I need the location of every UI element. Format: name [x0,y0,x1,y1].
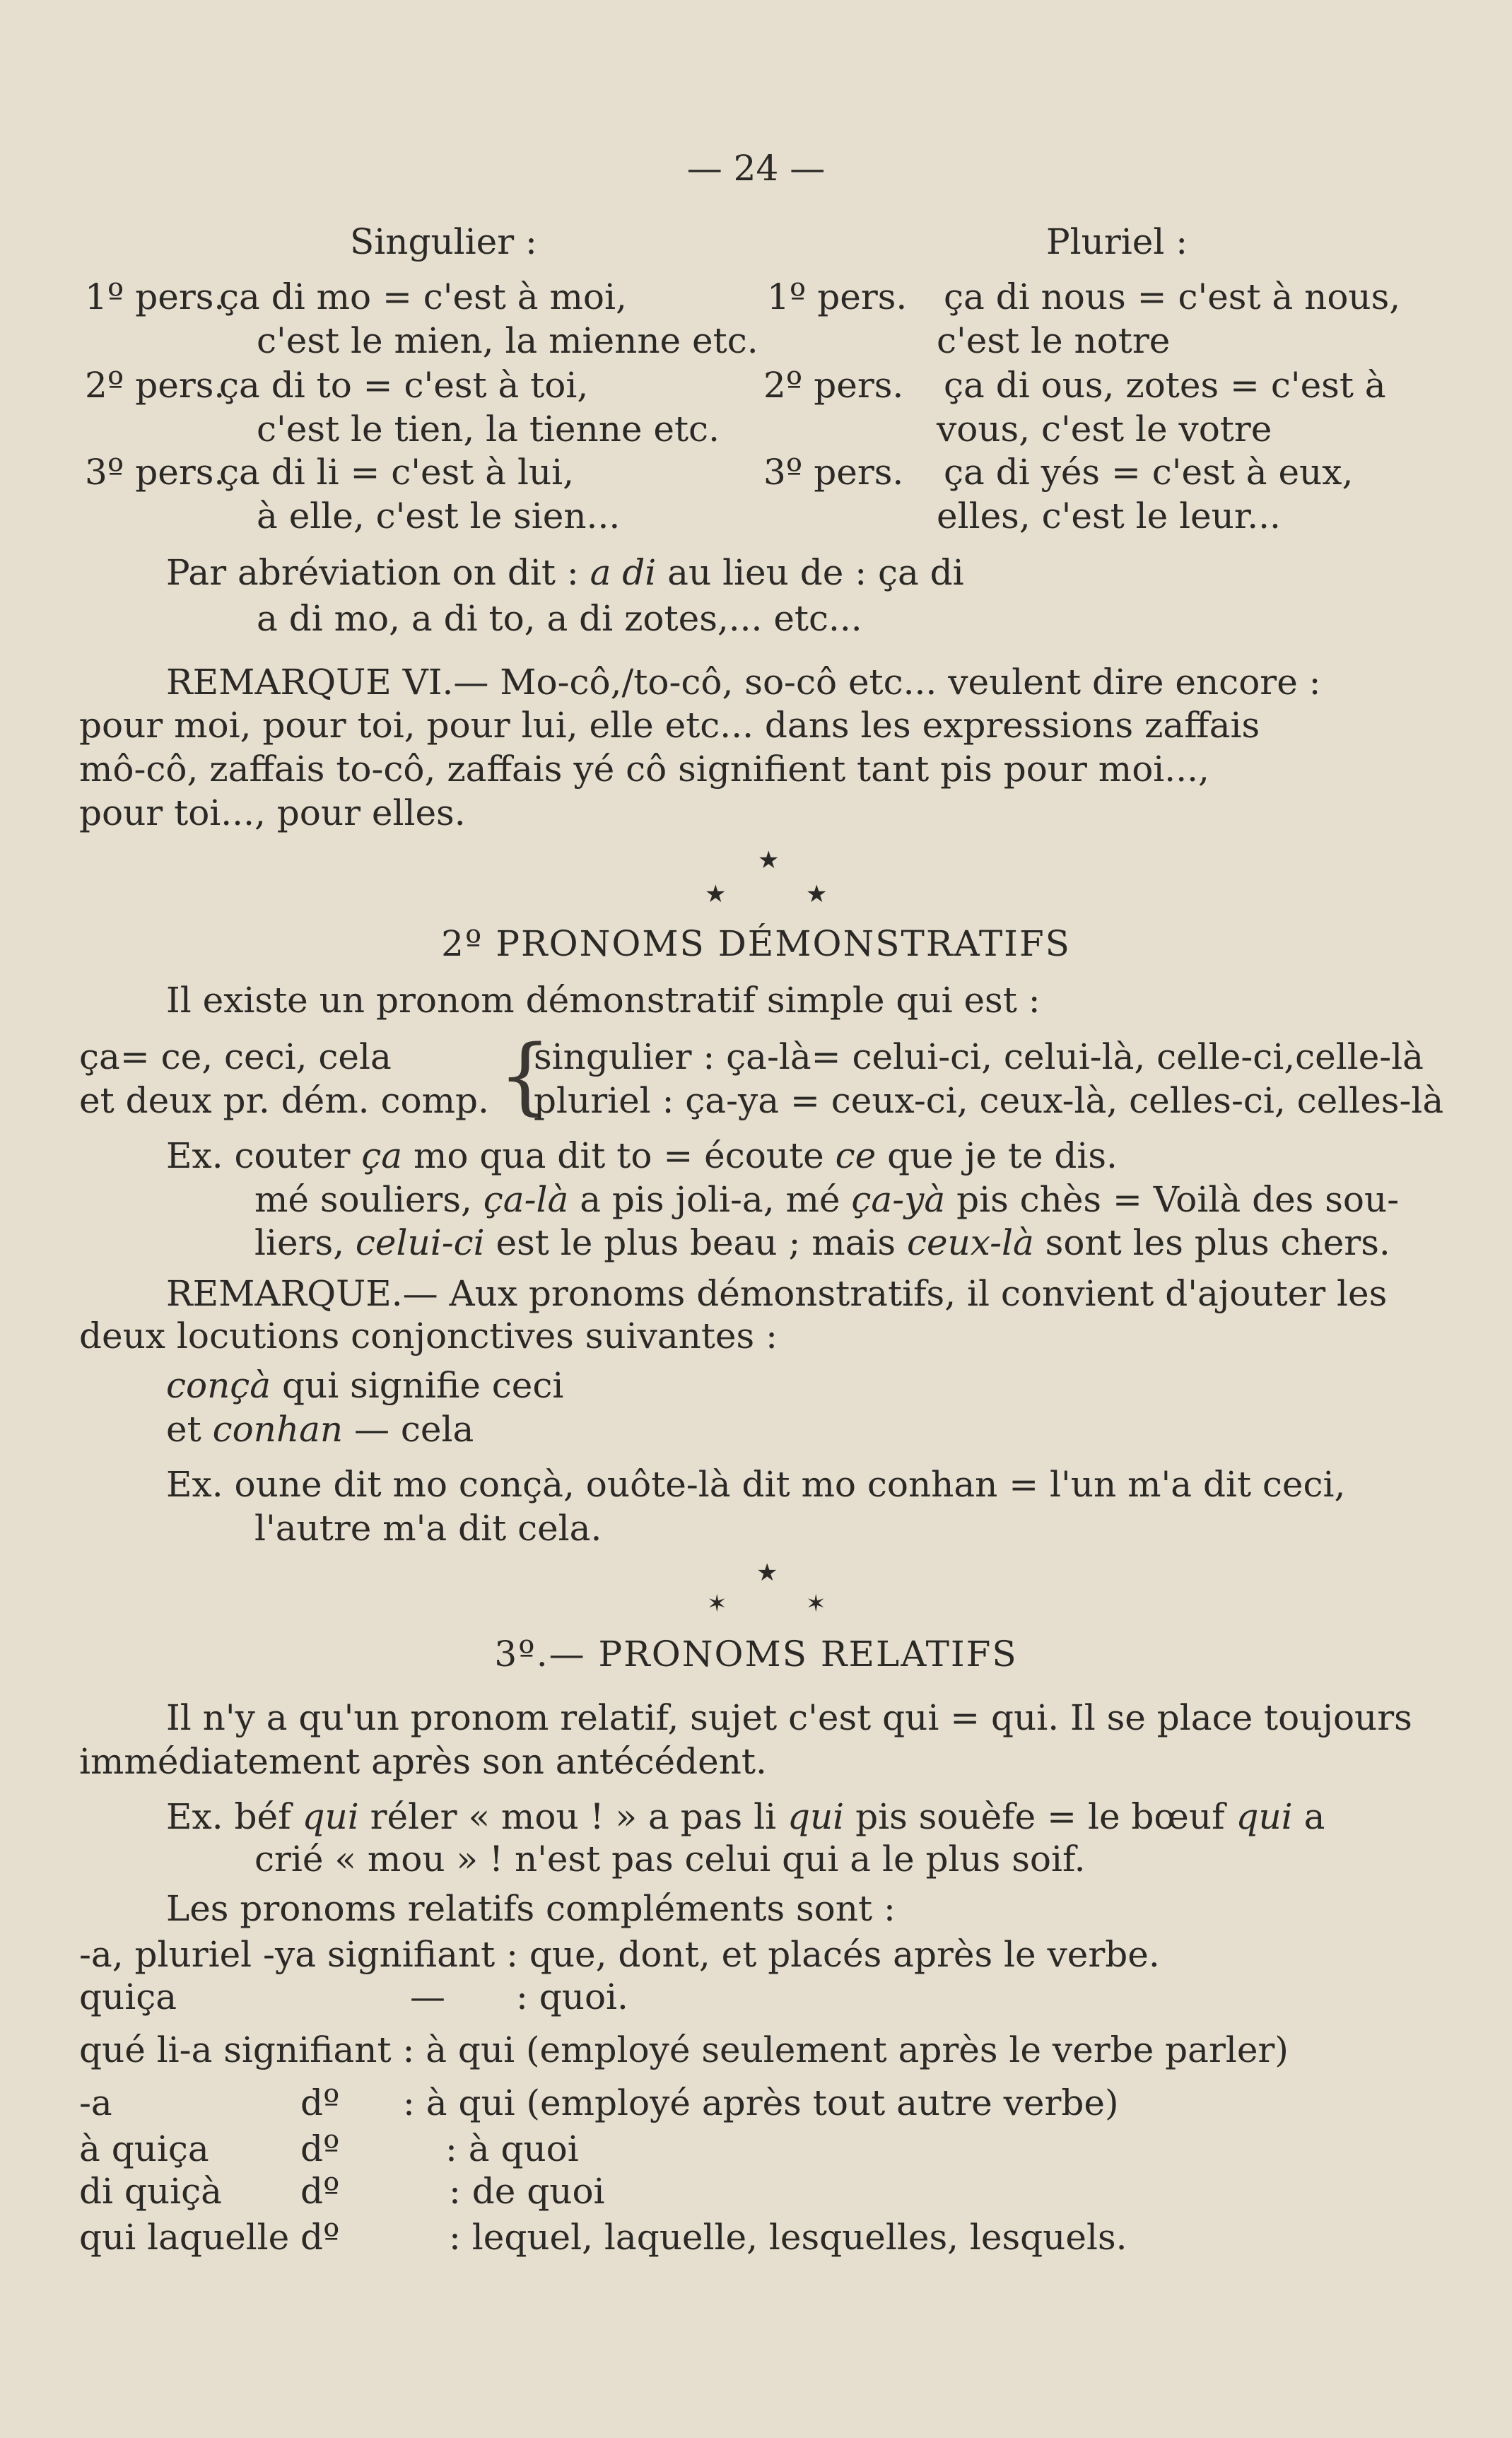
person-label: 1º pers. [85,276,225,317]
plural-text: c'est le notre [937,320,1171,361]
plural-text: ça di yés = c'est à eux, [944,452,1354,493]
relative-term: à quiça [79,2128,209,2169]
section-text: immédiatement après son antécédent. [79,1741,767,1782]
abbrev-line: a di mo, a di to, a di zotes,... etc... [257,598,862,639]
relative-ditto: dº [300,2128,340,2169]
locution-line: conçà qui signifie ceci [166,1365,564,1406]
singular-header: Singulier : [350,221,537,262]
section-text: et deux pr. dém. comp. [79,1080,489,1121]
plural-text: vous, c'est le votre [937,409,1272,450]
remark-line: REMARQUE.— Aux pronoms démonstratifs, il convient d'ajouter les [166,1273,1388,1314]
singular-text: ça di to = c'est à toi, [219,365,589,406]
relative-def: : lequel, laquelle, lesquelles, lesquels. [449,2217,1127,2258]
section-text: singulier : ça-là= celui-ci, celui-là, celle-ci,celle-là [534,1036,1424,1077]
plural-header: Pluriel : [1046,221,1188,262]
relative-ditto: dº [300,2171,340,2212]
example-line: l'autre m'a dit cela. [254,1508,602,1549]
relative-def: : à qui (employé après tout autre verbe) [403,2082,1119,2123]
section-text: pluriel : ça-ya = ceux-ci, ceux-là, celles-ci, celles-là [534,1080,1444,1121]
relative-def: : à quoi [445,2128,579,2169]
remark-line: mô-cô, zaffais to-cô, zaffais yé cô signifient tant pis pour moi..., [79,749,1209,790]
remark-line: pour moi, pour toi, pour lui, elle etc... dans les expressions zaffais [79,705,1260,746]
example-line: Ex. couter ça mo qua dit to = écoute ce que je te dis. [166,1135,1118,1176]
section-text: Il existe un pronom démonstratif simple qui est : [166,980,1041,1021]
relative-row: -a, pluriel -ya signifiant : que, dont, et placés après le verbe. [79,1934,1160,1975]
plural-text: elles, c'est le leur... [937,496,1281,537]
singular-text: c'est le mien, la mienne etc. [257,320,758,361]
plural-text: ça di ous, zotes = c'est à [944,365,1386,406]
section-text: ça= ce, ceci, cela [79,1036,392,1077]
relative-ditto: — [410,1976,445,2017]
singular-text: c'est le tien, la tienne etc. [257,409,720,450]
person-label: 3º pers. [85,452,225,493]
relative-ditto: dº [300,2217,340,2258]
locution-line: et conhan — cela [166,1409,474,1450]
asterism: ★ [806,880,828,908]
section-text: Les pronoms relatifs compléments sont : [166,1888,896,1929]
example-line: Ex. béf qui réler « mou ! » a pas li qui pis souèfe = le bœuf qui a [166,1796,1325,1837]
page-number: — 24 — [686,148,826,189]
example-line: crié « mou » ! n'est pas celui qui a le plus soif. [254,1839,1086,1880]
relative-term: quiça [79,1976,177,2017]
section-title: 3º.— PRONOMS RELATIFS [494,1634,1018,1675]
asterism: ✶ [806,1590,826,1618]
person-label: 3º pers. [763,452,904,493]
remark-line: REMARQUE VI.— Mo-cô,/to-cô, so-cô etc... veulent dire encore : [166,662,1321,703]
person-label: 2º pers. [763,365,904,406]
asterism: ★ [756,1559,778,1587]
example-line: Ex. oune dit mo conçà, ouôte-là dit mo conhan = l'un m'a dit ceci, [166,1464,1346,1505]
relative-row: qué li-a signifiant : à qui (employé seulement après le verbe parler) [79,2029,1289,2070]
example-line: mé souliers, ça-là a pis joli-a, mé ça-yà pis chès = Voilà des sou- [254,1179,1400,1220]
singular-text: ça di mo = c'est à moi, [219,276,627,317]
section-text: Il n'y a qu'un pronom relatif, sujet c'est qui = qui. Il se place toujours [166,1697,1412,1738]
relative-term: di quiçà [79,2171,222,2212]
asterism: ★ [705,880,727,908]
asterism: ✶ [707,1590,727,1618]
relative-term: -a [79,2082,112,2123]
remark-line: pour toi..., pour elles. [79,792,466,833]
section-title: 2º PRONOMS DÉMONSTRATIFS [441,923,1071,964]
relative-ditto: dº [300,2082,340,2123]
brace: { [498,1026,552,1124]
singular-text: ça di li = c'est à lui, [219,452,575,493]
relative-term: qui laquelle [79,2217,290,2258]
abbrev-line: Par abréviation on dit : a di au lieu de : ça di [166,552,964,593]
example-line: liers, celui-ci est le plus beau ; mais ceux-là sont les plus chers. [254,1222,1390,1263]
relative-def: : de quoi [449,2171,605,2212]
relative-def: : quoi. [516,1976,628,2017]
asterism: ★ [758,846,780,874]
singular-text: à elle, c'est le sien... [257,496,621,537]
plural-text: ça di nous = c'est à nous, [944,276,1401,317]
remark-line: deux locutions conjonctives suivantes : [79,1315,778,1356]
person-label: 2º pers. [85,365,225,406]
person-label: 1º pers. [767,276,908,317]
